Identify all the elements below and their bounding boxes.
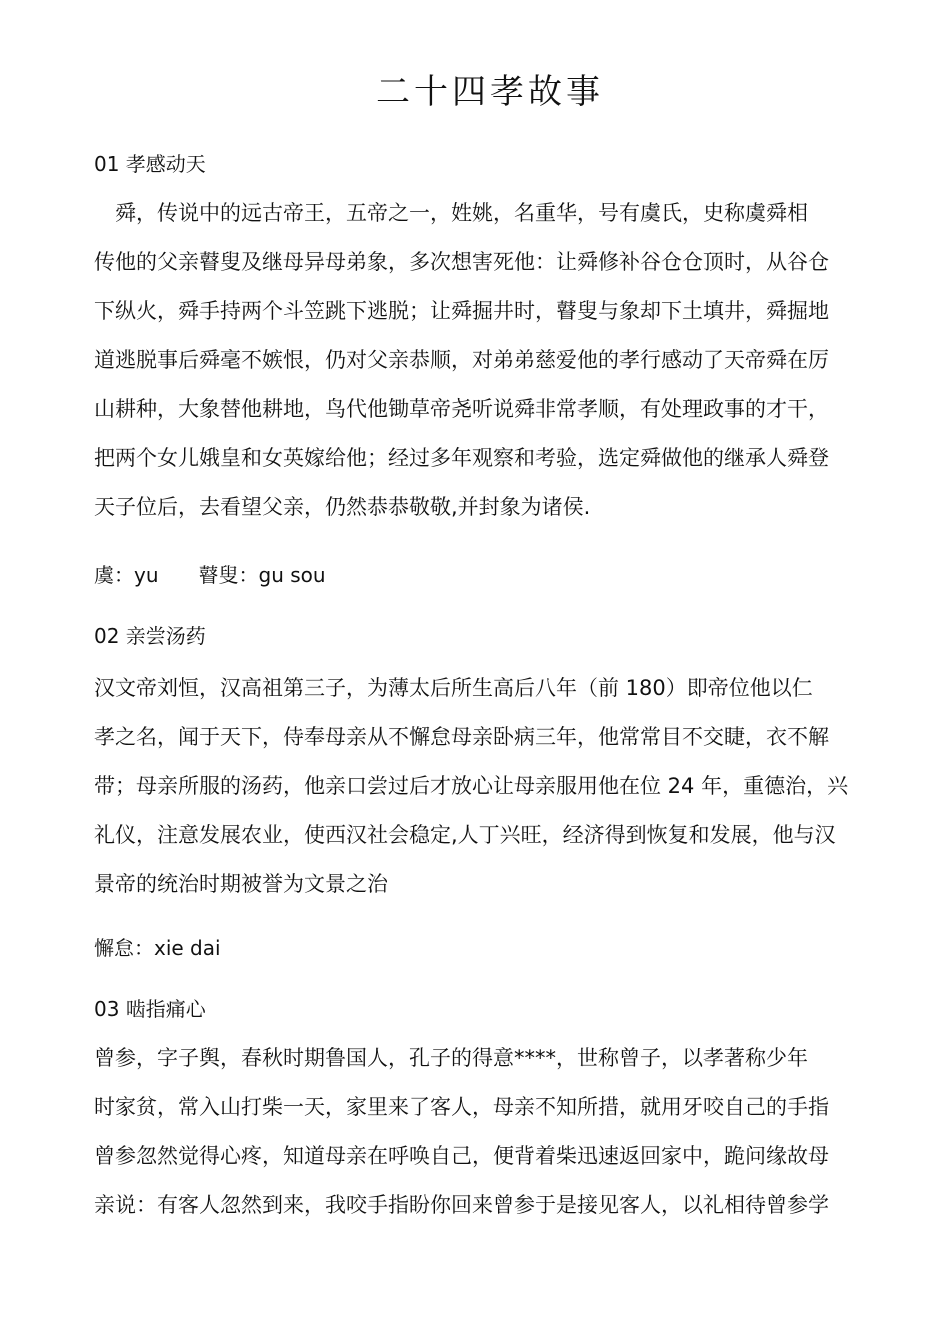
section-heading-03: 03 啮指痛心 — [94, 997, 206, 1021]
pronunciation-note-02: 懈怠：xie dai — [94, 936, 221, 960]
body-line: 天子位后，去看望父亲，仍然恭恭敬敬,并封象为诸侯. — [94, 495, 591, 519]
body-line: 曾参忽然觉得心疼，知道母亲在呼唤自己，便背着柴迅速返回家中，跪问缘故母 — [94, 1144, 829, 1168]
body-line: 舜，传说中的远古帝王，五帝之一，姓姚，名重华，号有虞氏，史称虞舜相 — [94, 201, 808, 225]
section-heading-02: 02 亲尝汤药 — [94, 624, 206, 648]
section-body-03 — [94, 1034, 884, 1230]
body-line: 景帝的统治时期被誉为文景之治 — [94, 872, 388, 896]
body-line: 道逃脱事后舜毫不嫉恨，仍对父亲恭顺，对弟弟慈爱他的孝行感动了天帝舜在厉 — [94, 348, 829, 372]
document-title: 二十四孝故事 — [376, 72, 604, 112]
section-heading-01: 01 孝感动天 — [94, 152, 206, 176]
body-line: 传他的父亲瞽叟及继母异母弟象，多次想害死他：让舜修补谷仓仓顶时，从谷仓 — [94, 250, 829, 274]
body-line: 礼仪，注意发展农业，使西汉社会稳定,人丁兴旺，经济得到恢复和发展，他与汉 — [94, 823, 836, 847]
pronunciation-note-01: 虞：yu 瞽叟：gu sou — [94, 563, 326, 587]
body-line: 时家贫，常入山打柴一天，家里来了客人，母亲不知所措，就用牙咬自己的手指 — [94, 1095, 829, 1119]
body-line: 汉文帝刘恒，汉高祖第三子，为薄太后所生高后八年（前 180）即帝位他以仁 — [94, 676, 813, 700]
section-body-01 — [94, 189, 884, 532]
body-line: 山耕种，大象替他耕地，鸟代他锄草帝尧听说舜非常孝顺，有处理政事的才干， — [94, 397, 829, 421]
body-line: 孝之名，闻于天下，侍奉母亲从不懈怠母亲卧病三年，他常常目不交睫，衣不解 — [94, 725, 829, 749]
body-line: 亲说：有客人忽然到来，我咬手指盼你回来曾参于是接见客人，以礼相待曾参学 — [94, 1193, 829, 1217]
body-line: 曾参，字子舆，春秋时期鲁国人，孔子的得意****，世称曾子，以孝著称少年 — [94, 1046, 808, 1070]
body-line: 把两个女儿娥皇和女英嫁给他；经过多年观察和考验，选定舜做他的继承人舜登 — [94, 446, 829, 470]
body-line: 下纵火，舜手持两个斗笠跳下逃脱；让舜掘井时，瞽叟与象却下土填井，舜掘地 — [94, 299, 829, 323]
section-body-02 — [94, 664, 884, 909]
body-line: 带；母亲所服的汤药，他亲口尝过后才放心让母亲服用他在位 24 年，重德治，兴 — [94, 774, 849, 798]
